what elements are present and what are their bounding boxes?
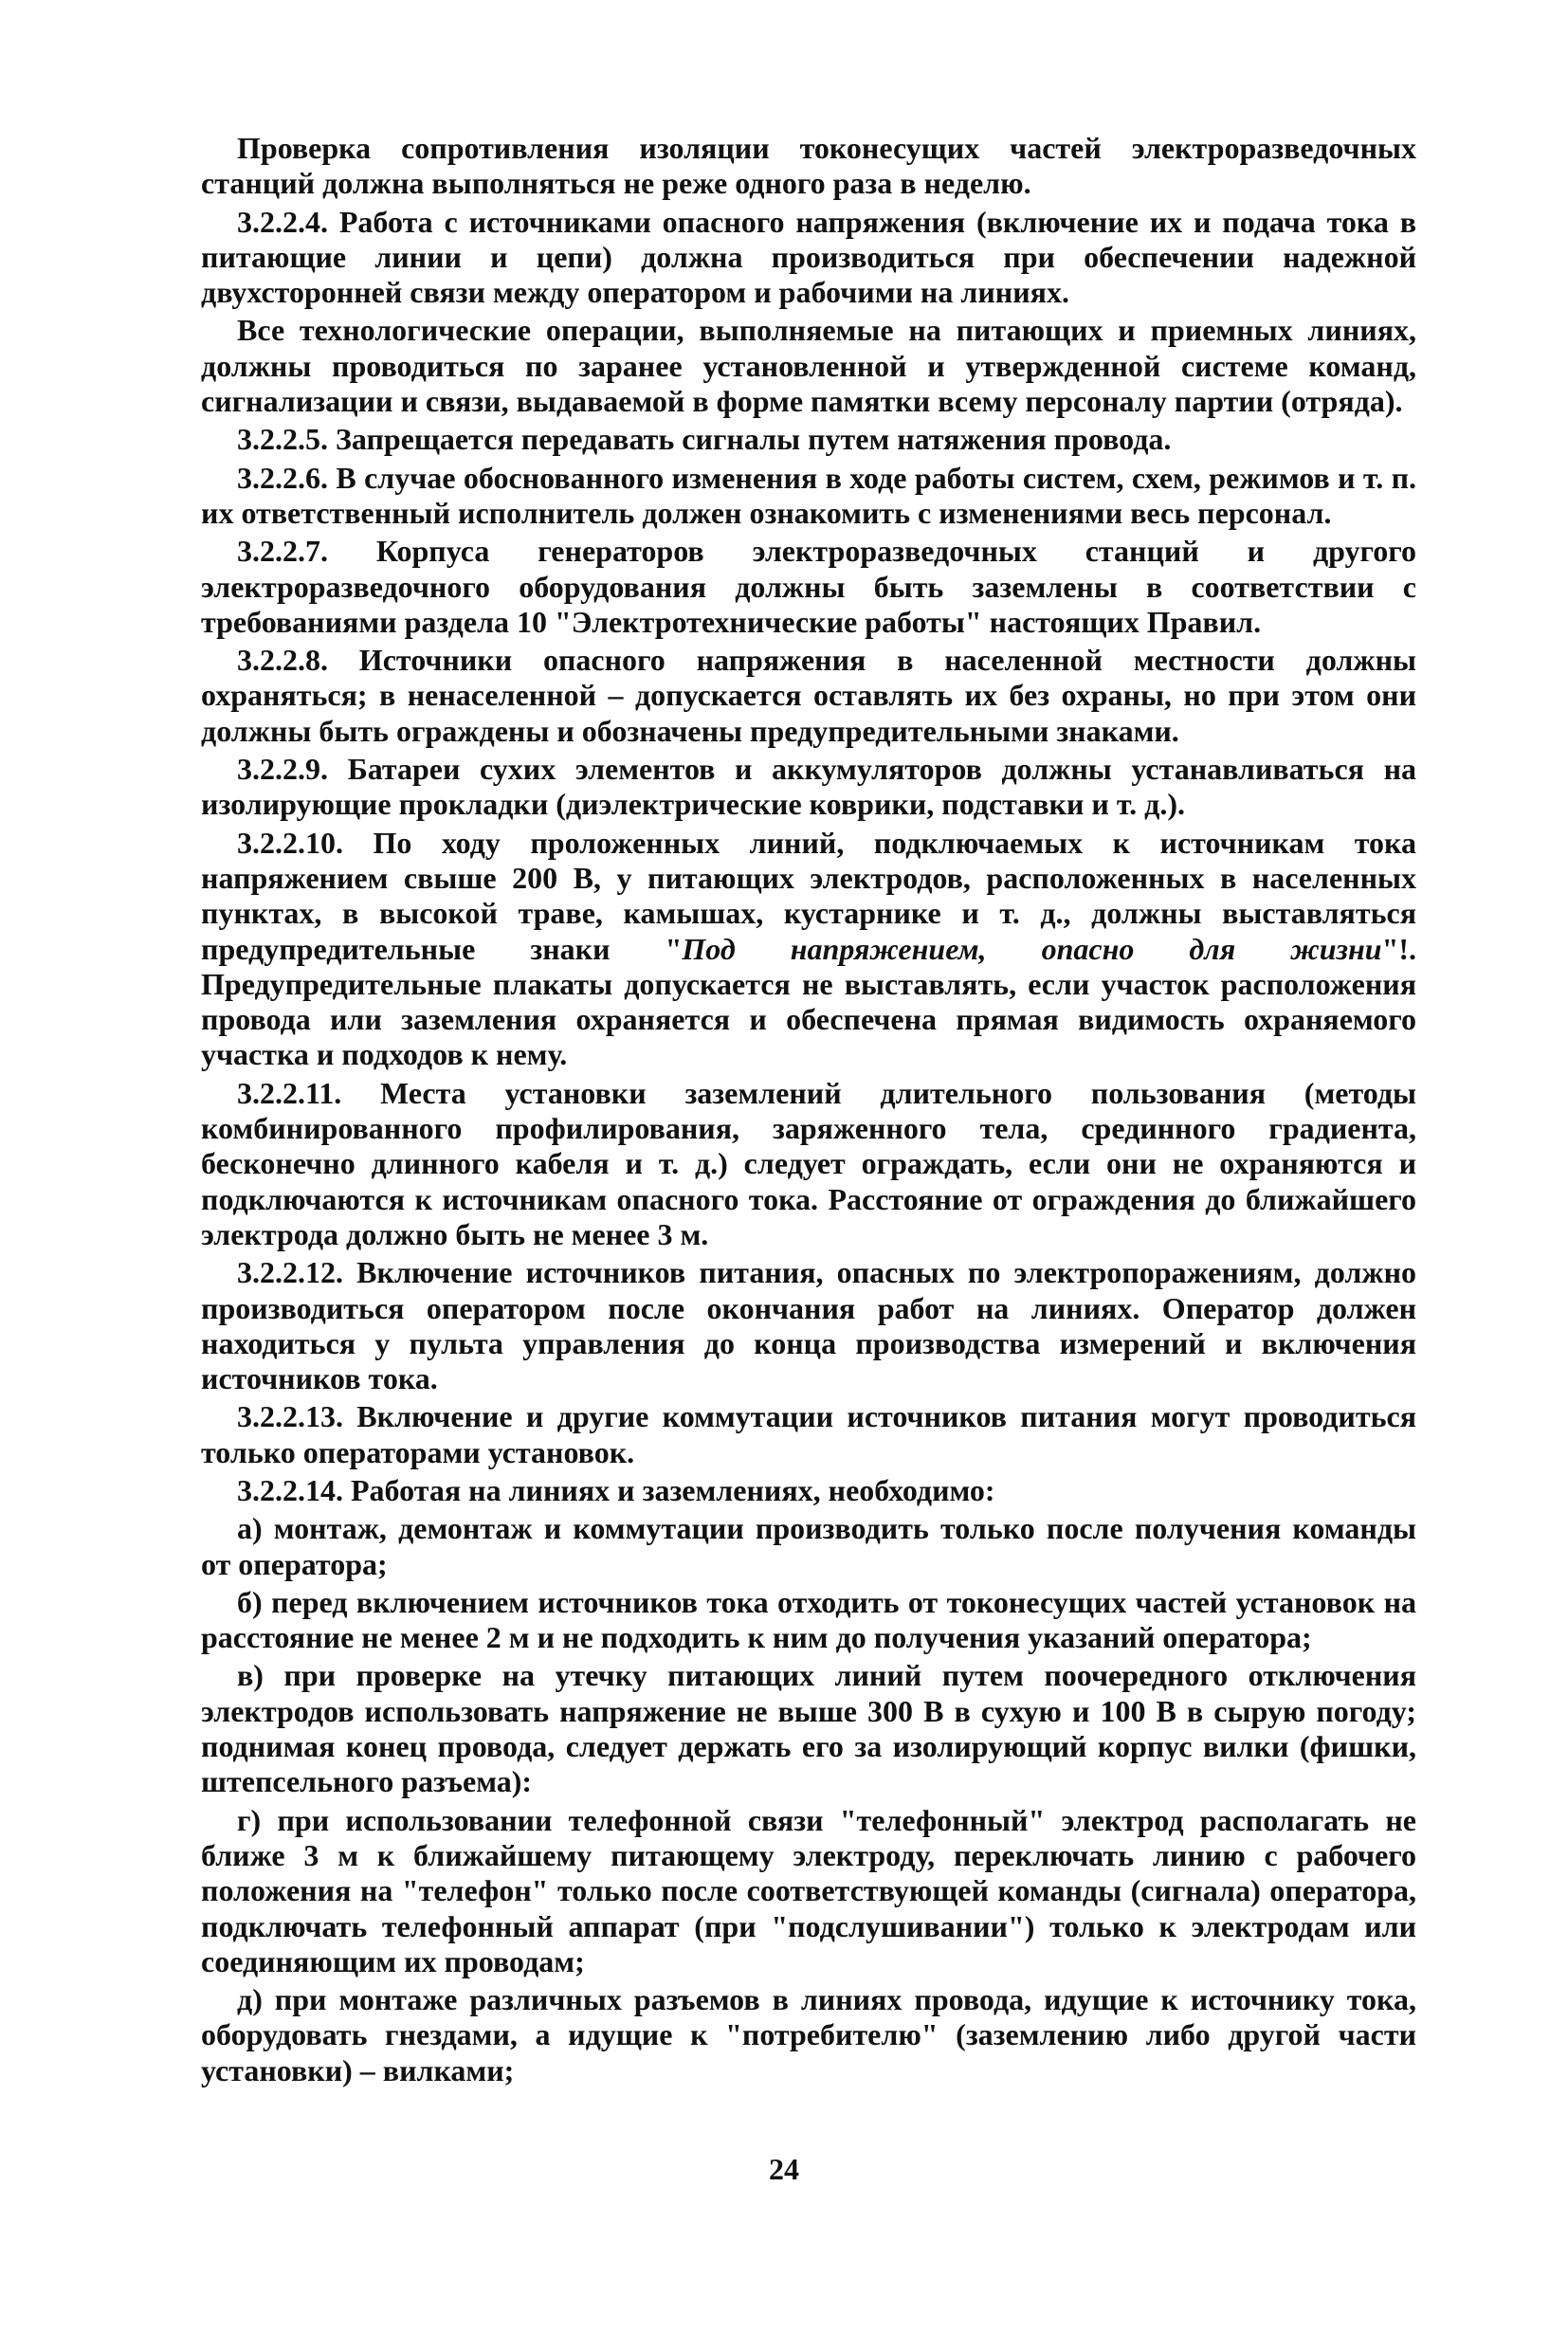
warning-sign-text: Под напряжением, опасно для жизни xyxy=(682,931,1382,966)
paragraph-3-2-2-4: 3.2.2.4. Работа с источниками опасного напряжения (включение их и подача тока в питающие линии и цепи) должна производиться при обеспечении надежной двухсторонней связи между оператором и рабочими на линиях. xyxy=(201,204,1416,310)
list-item-d: д) при монтаже различных разъемов в линиях провода, идущие к источнику тока, оборудовать гнездами, а идущие к "потребителю" (заземлению либо другой части установки) – вилками; xyxy=(201,1982,1416,2087)
paragraph-3-2-2-9: 3.2.2.9. Батареи сухих элементов и аккумуляторов должны устанавливаться на изолирующие прокладки (диэлектрические коврики, подставки и т. д.). xyxy=(201,752,1416,822)
list-item-a: а) монтаж, демонтаж и коммутации производить только после получения команды от оператора; xyxy=(201,1511,1416,1581)
paragraph-3-2-2-5: 3.2.2.5. Запрещается передавать сигналы путем натяжения провода. xyxy=(237,422,1172,457)
paragraph-3-2-2-8: 3.2.2.8. Источники опасного напряжения в населенной местности должны охраняться; в ненаселенной – допускается оставлять их без охраны, но при этом они должны быть ограждены и обозначены предупредительными знаками. xyxy=(201,643,1416,748)
paragraph-3-2-2-10-text-after: "!. Предупредительные плакаты допускается не выставлять, если участок расположения провода или заземления охраняется и обеспечена прямая видимость охраняемого участка и подходов к нему. xyxy=(201,931,1417,1072)
paragraph-insulation-check: Проверка сопротивления изоляции токонесущих частей электроразведочных станций должна выполняться не реже одного раза в неделю. xyxy=(201,131,1416,201)
page-number: 24 xyxy=(769,2152,799,2186)
document-page xyxy=(201,131,1416,2207)
paragraph-3-2-2-11: 3.2.2.11. Места установки заземлений длительного пользования (методы комбинированного профилирования, заряженного тела, срединного градиента, бесконечно длинного кабеля и т. д.) следует ограждать, если они не охраняются и подключаются к источникам опасного тока. Расстояние от ограждения до ближайшего электрода должно быть не менее 3 м. xyxy=(201,1075,1416,1251)
list-item-b: б) перед включением источников тока отходить от токонесущих частей установок на расстояние не менее 2 м и не подходить к ним до получения указаний оператора; xyxy=(201,1584,1416,1655)
paragraph-3-2-2-6: 3.2.2.6. В случае обоснованного изменения в ходе работы систем, схем, режимов и т. п. их ответственный исполнитель должен ознакомить с изменениями весь персонал. xyxy=(201,460,1416,530)
paragraph-3-2-2-10 xyxy=(201,826,1416,1073)
paragraph-3-2-2-7: 3.2.2.7. Корпуса генераторов электроразведочных станций и другого электроразведочного оборудования должны быть заземлены в соответствии с требованиями раздела 10 "Электротехнические работы" настоящих Правил. xyxy=(201,534,1416,639)
paragraph-3-2-2-14: 3.2.2.14. Работая на линиях и заземлениях, необходимо: xyxy=(237,1472,995,1507)
paragraph-3-2-2-12: 3.2.2.12. Включение источников питания, опасных по электропоражениям, должно производиться оператором после окончания работ на линиях. Оператор должен находиться у пульта управления до конца производства измерений и включения источников тока. xyxy=(201,1255,1416,1396)
list-item-v: в) при проверке на утечку питающих линий путем поочередного отключения электродов использовать напряжение не выше 300 В в сухую и 100 В в сырую погоду; поднимая конец провода, следует держать его за изолирующий корпус вилки (фишки, штепсельного разъема): xyxy=(201,1658,1416,1799)
paragraph-3-2-2-13: 3.2.2.13. Включение и другие коммутации источников питания могут проводиться только операторами установок. xyxy=(201,1399,1416,1469)
paragraph-command-system: Все технологические операции, выполняемые на питающих и приемных линиях, должны проводиться по заранее установленной и утвержденной системе команд, сигнализации и связи, выдаваемой в форме памятки всему персоналу партии (отряда). xyxy=(201,313,1416,419)
paragraph-3-2-2-10-text-before: 3.2.2.10. По ходу проложенных линий, подключаемых к источникам тока напряжением свыше 200 В, у питающих электродов, расположенных в населенных пунктах, в высокой траве, камышах, кустарнике и т. д., должны выставляться предупредительные знаки " xyxy=(201,825,1416,966)
list-item-g: г) при использовании телефонной связи "телефонный" электрод располагать не ближе 3 м к ближайшему питающему электроду, переключать линию с рабочего положения на "телефон" только после соответствующей команды (сигнала) оператора, подключать телефонный аппарат (при "подслушивании") только к электродам или соединяющим их проводам; xyxy=(201,1802,1416,1978)
